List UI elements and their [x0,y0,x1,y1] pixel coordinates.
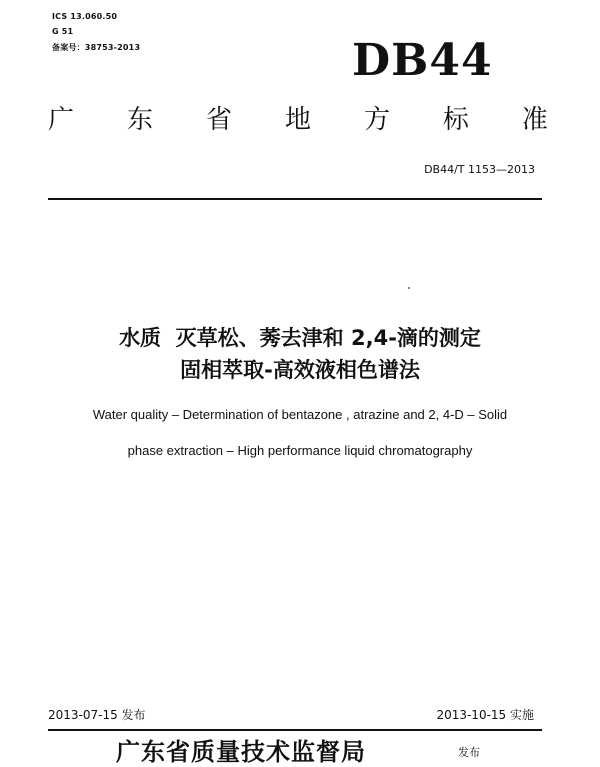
issue-date: 2013-07-15 发布 [48,708,146,722]
bottom-divider [48,729,542,731]
standard-type-heading [48,104,548,136]
standard-type-char: 省 [205,105,232,135]
top-divider [48,198,542,200]
standard-type-char: 东 [126,105,153,135]
standard-type-char: 广 [48,105,75,135]
title-cn-line2: 固相萃取-高效液相色谱法 [180,358,420,382]
issuing-authority: 广东省质量技术监督局 [116,737,366,766]
standard-type-char: 准 [521,105,548,135]
standard-code: DB44/T 1153—2013 [424,163,535,176]
issuer-tag: 发布 [458,746,480,759]
ics-code: ICS 13.060.50 [52,12,118,21]
classification-code: G 51 [52,27,74,36]
title-en-line2: phase extraction – High performance liquid chromatography [127,443,473,458]
implementation-date: 2013-10-15 实施 [436,708,534,722]
db-logo: DB44 [352,35,493,86]
standard-type-char: 标 [442,105,469,135]
title-cn-line1: 水质 灭草松、莠去津和 2,4-滴的测定 [119,326,481,350]
standard-type-char: 地 [284,105,311,135]
filing-number: 备案号：38753-2013 [52,43,141,52]
standard-type-char: 方 [363,105,390,135]
title-en-line1: Water quality – Determination of bentazone , atrazine and 2, 4-D – Solid [92,407,508,422]
scan-dot [408,287,410,289]
